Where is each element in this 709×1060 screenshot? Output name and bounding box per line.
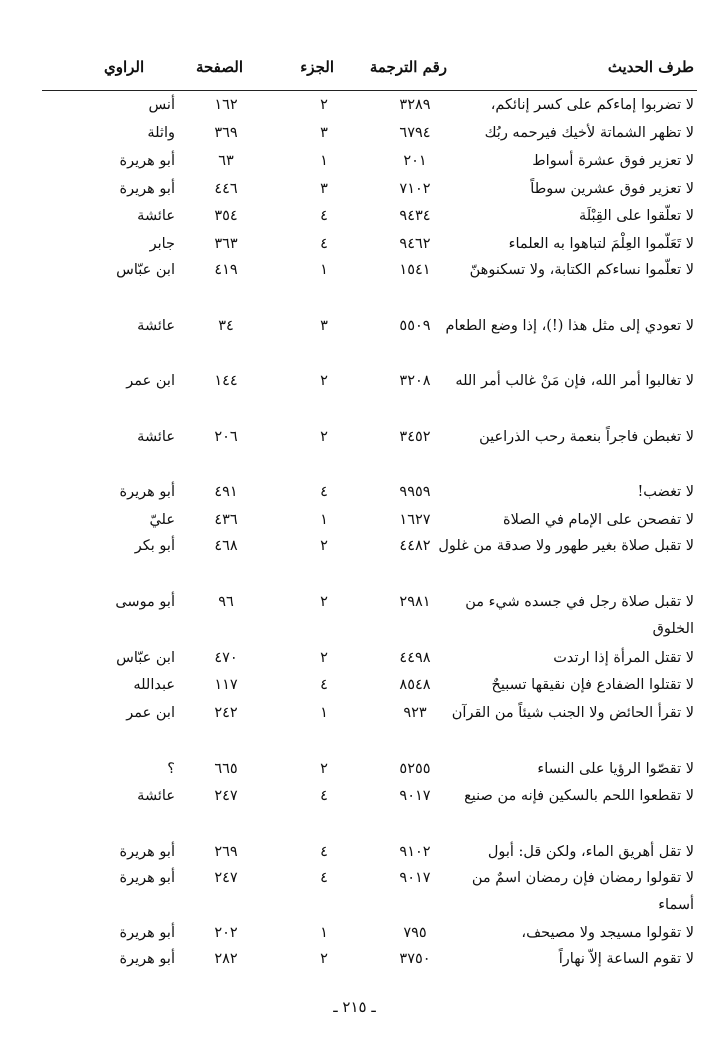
hadith-text: لا تعودي إلى مثل هذا (!)، إذا وضع الطعام <box>445 318 694 334</box>
volume-number: ٤ <box>320 484 328 500</box>
page-number-cell: ٢٤٧ <box>214 788 238 804</box>
entry-number: ٩٠١٧ <box>399 870 431 886</box>
entry-number: ١٥٤١ <box>399 262 431 278</box>
hadith-text: لا تقوم الساعة إلاّ نهاراً <box>558 951 694 967</box>
narrator-name: ابن عمر <box>126 705 175 721</box>
entry-number: ٧١٠٢ <box>399 181 431 197</box>
hadith-text: لا تقصّوا الرؤيا على النساء <box>537 761 694 777</box>
volume-number: ٤ <box>320 870 328 886</box>
entry-number: ٩٤٣٤ <box>399 208 431 224</box>
narrator-name: أبو هريرة <box>119 870 175 886</box>
volume-number: ٢ <box>320 594 328 610</box>
volume-number: ٤ <box>320 236 328 252</box>
column-header-hadith: طرف الحديث <box>607 58 694 76</box>
page-number-cell: ٣٦٣ <box>214 236 238 252</box>
narrator-name: ابن عبّاس <box>116 262 175 278</box>
hadith-text: لا تظهر الشماتة لأخيك فيرحمه ربُك <box>484 125 694 141</box>
page-number-cell: ١١٧ <box>214 677 238 693</box>
page-number-cell: ٢٨٢ <box>214 951 238 967</box>
hadith-text: لا تقتل المرأة إذا ارتدت <box>553 650 694 666</box>
narrator-name: أبو هريرة <box>119 844 175 860</box>
hadith-text: لا تضربوا إماءكم على كسر إنائكم، <box>490 97 694 113</box>
page-number-cell: ٤١٩ <box>214 262 238 278</box>
page-number-cell: ٤٣٦ <box>214 512 238 528</box>
volume-number: ٢ <box>320 538 328 554</box>
narrator-name: عائشة <box>137 318 175 334</box>
narrator-name: ابن عمر <box>126 373 175 389</box>
hadith-text: لا تقولوا مسيجد ولا مصيحف، <box>521 925 694 941</box>
volume-number: ١ <box>320 925 328 941</box>
page-number-cell: ٣٤ <box>218 318 234 334</box>
volume-number: ٤ <box>320 208 328 224</box>
volume-number: ٤ <box>320 844 328 860</box>
narrator-name: عبدالله <box>133 677 175 693</box>
entry-number: ٣٢٠٨ <box>399 373 431 389</box>
page-number-cell: ١٦٢ <box>214 97 238 113</box>
entry-number: ٩٢٣ <box>403 705 427 721</box>
volume-number: ٢ <box>320 761 328 777</box>
hadith-text: لا تَعَلّموا العِلْمَ لتباهوا به العلماء <box>508 236 694 252</box>
narrator-name: عائشة <box>137 788 175 804</box>
entry-number: ٦٧٩٤ <box>399 125 431 141</box>
volume-number: ١ <box>320 262 328 278</box>
page-number-cell: ٩٦ <box>218 594 234 610</box>
page-number-cell: ٢٦٩ <box>214 844 238 860</box>
entry-number: ٢٠١ <box>403 153 427 169</box>
column-header-volume: الجزء <box>300 58 334 76</box>
volume-number: ١ <box>320 512 328 528</box>
volume-number: ٢ <box>320 373 328 389</box>
hadith-text: لا تقتلوا الضفادع فإن نقيقها تسبيحٌ <box>491 677 694 693</box>
volume-number: ٤ <box>320 788 328 804</box>
hadith-text: لا تعلّموا نساءكم الكتابة، ولا تسكنوهنّ <box>469 262 694 278</box>
narrator-name: أنس <box>148 97 175 113</box>
narrator-name: جابر <box>149 236 175 252</box>
narrator-name: أبو هريرة <box>119 951 175 967</box>
entry-number: ٣٢٨٩ <box>399 97 431 113</box>
narrator-name: ابن عبّاس <box>116 650 175 666</box>
narrator-name: أبو هريرة <box>119 181 175 197</box>
narrator-name: واثلة <box>147 125 175 141</box>
volume-number: ٣ <box>320 318 328 334</box>
volume-number: ١ <box>320 153 328 169</box>
narrator-name: أبو هريرة <box>119 153 175 169</box>
page-number: ـ ٢١٥ ـ <box>333 998 376 1016</box>
entry-number: ٩٠١٧ <box>399 788 431 804</box>
volume-number: ٣ <box>320 181 328 197</box>
entry-number: ٣٤٥٢ <box>399 429 431 445</box>
entry-number: ٨٥٤٨ <box>399 677 431 693</box>
narrator-name: أبو هريرة <box>119 925 175 941</box>
page-number-cell: ٢٤٢ <box>214 705 238 721</box>
entry-number: ٧٩٥ <box>403 925 427 941</box>
page-number-cell: ٤٩١ <box>214 484 238 500</box>
narrator-name: أبو بكر <box>134 538 175 554</box>
hadith-text: لا تقرأ الحائض ولا الجنب شيئاً من القرآن <box>451 705 694 721</box>
entry-number: ٥٢٥٥ <box>399 761 431 777</box>
entry-number: ٥٥٠٩ <box>399 318 431 334</box>
volume-number: ٢ <box>320 97 328 113</box>
page-number-cell: ١٤٤ <box>214 373 238 389</box>
hadith-text: لا تعلّقوا على القِبْلَة <box>578 208 694 224</box>
hadith-text: لا تقل أهريق الماء، ولكن قل: أبول <box>487 844 694 860</box>
narrator-name: أبو هريرة <box>119 484 175 500</box>
page-number-cell: ٣٥٤ <box>214 208 238 224</box>
page-number-cell: ٤٧٠ <box>214 650 238 666</box>
entry-number: ٢٩٨١ <box>399 594 431 610</box>
page-number-cell: ٤٦٨ <box>214 538 238 554</box>
volume-number: ٣ <box>320 125 328 141</box>
volume-number: ٢ <box>320 951 328 967</box>
volume-number: ٢ <box>320 429 328 445</box>
volume-number: ١ <box>320 705 328 721</box>
page-number-cell: ٢٠٢ <box>214 925 238 941</box>
narrator-name: عائشة <box>137 208 175 224</box>
entry-number: ٣٧٥٠ <box>399 951 431 967</box>
volume-number: ٢ <box>320 650 328 666</box>
hadith-text: لا تقطعوا اللحم بالسكين فإنه من صنيع <box>464 788 694 804</box>
hadith-text: لا تعزير فوق عشرين سوطاً <box>530 181 694 197</box>
column-header-narrator: الراوي <box>104 58 145 76</box>
page-number-cell: ٢٠٦ <box>214 429 238 445</box>
header-rule <box>42 90 697 91</box>
page-number-cell: ٦٣ <box>218 153 234 169</box>
entry-number: ٩٤٦٢ <box>399 236 431 252</box>
narrator-name: أبو موسى <box>115 594 175 610</box>
hadith-text: لا تقبل صلاة بغير طهور ولا صدقة من غلول <box>438 538 694 554</box>
narrator-name: عليّ <box>149 512 175 528</box>
column-header-page: الصفحة <box>195 58 243 76</box>
hadith-text: لا تعزير فوق عشرة أسواط <box>532 153 694 169</box>
narrator-name: ؟ <box>167 761 175 777</box>
page-number-cell: ٢٤٧ <box>214 870 238 886</box>
hadith-text: لا تغالبوا أمر الله، فإن مَنْ غالب أمر الله <box>455 373 694 389</box>
hadith-text: لا تقبل صلاة رجل في جسده شيء من الخلوق <box>465 594 694 637</box>
hadith-text: لا تقولوا رمضان فإن رمضان اسمٌ من أسماء <box>471 870 694 913</box>
entry-number: ٩٩٥٩ <box>399 484 431 500</box>
page-number-cell: ٣٦٩ <box>214 125 238 141</box>
entry-number: ١٦٢٧ <box>399 512 431 528</box>
hadith-text: لا تغضب! <box>637 484 694 500</box>
hadith-text: لا تغبطن فاجراً بنعمة رحب الذراعين <box>479 429 694 445</box>
page-number-cell: ٤٤٦ <box>214 181 238 197</box>
entry-number: ٩١٠٢ <box>399 844 431 860</box>
entry-number: ٤٤٨٢ <box>399 538 431 554</box>
volume-number: ٤ <box>320 677 328 693</box>
narrator-name: عائشة <box>137 429 175 445</box>
entry-number: ٤٤٩٨ <box>399 650 431 666</box>
hadith-text: لا تفصحن على الإمام في الصلاة <box>503 512 694 528</box>
column-header-number: رقم الترجمة <box>369 58 447 76</box>
page-number-cell: ٦٦٥ <box>214 761 238 777</box>
